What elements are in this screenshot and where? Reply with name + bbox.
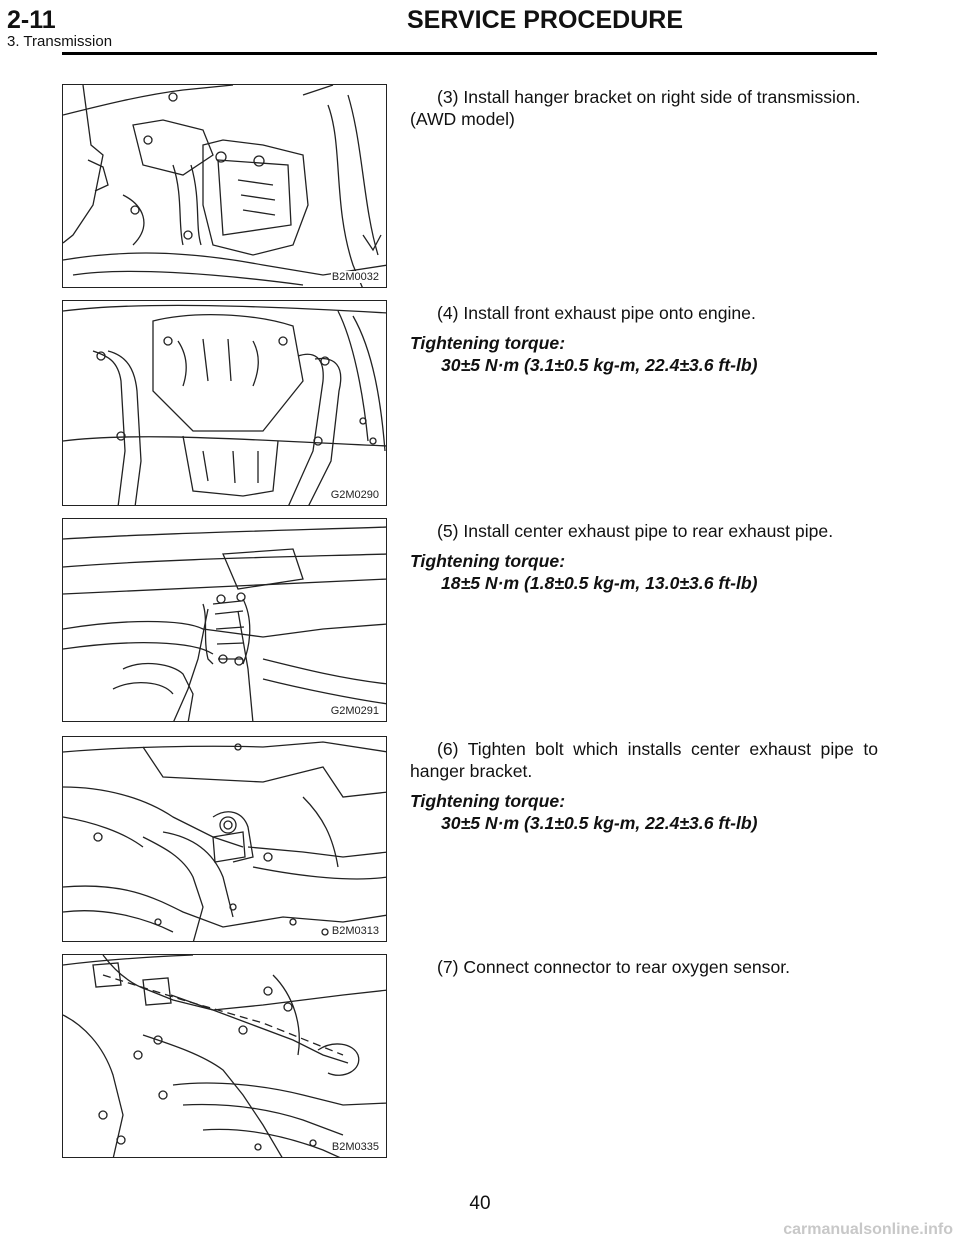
torque-label: Tightening torque: — [410, 791, 566, 811]
hanger-bracket-bolt-drawing — [63, 737, 387, 942]
step-line: (7) Connect connector to rear oxygen sensor. — [437, 957, 791, 977]
step-4-text — [410, 302, 878, 376]
step-3-text — [410, 86, 878, 130]
watermark: carmanualsonline.info — [783, 1221, 953, 1238]
page-number: 40 — [469, 1193, 491, 1214]
figure-front-exhaust-pipe — [62, 300, 387, 506]
torque-value: 18±5 N·m (1.8±0.5 kg-m, 13.0±3.6 ft-lb) — [441, 573, 758, 593]
step-line: (3) Install hanger bracket on right side of transmission. — [437, 87, 861, 107]
torque-label: Tightening torque: — [410, 333, 566, 353]
center-exhaust-pipe-drawing — [63, 519, 387, 722]
figure-center-exhaust-pipe — [62, 518, 387, 722]
step-5-text — [410, 520, 878, 594]
header-code: 2-11 — [7, 6, 56, 34]
step-6-text — [410, 738, 878, 834]
figure-code: G2M0290 — [330, 489, 379, 501]
torque-label: Tightening torque: — [410, 551, 566, 571]
header-subtitle: 3. Transmission — [7, 33, 113, 50]
figure-code: B2M0313 — [331, 925, 379, 937]
figure-rear-oxygen-sensor — [62, 954, 387, 1158]
torque-value: 30±5 N·m (3.1±0.5 kg-m, 22.4±3.6 ft-lb) — [441, 813, 758, 833]
figure-code: B2M0335 — [331, 1141, 379, 1153]
step-7-text — [410, 956, 878, 978]
figure-code: G2M0291 — [330, 705, 379, 717]
header-rule — [62, 52, 877, 55]
step-line: (AWD model) — [410, 109, 515, 129]
step-line: (5) Install center exhaust pipe to rear exhaust pipe. — [437, 521, 834, 541]
step-line: (6) Tighten bolt which installs center exhaust pipe to — [437, 739, 878, 759]
step-line: (4) Install front exhaust pipe onto engine. — [437, 303, 756, 323]
figure-hanger-bracket — [62, 84, 387, 288]
figure-code: B2M0032 — [331, 271, 379, 283]
torque-value: 30±5 N·m (3.1±0.5 kg-m, 22.4±3.6 ft-lb) — [441, 355, 758, 375]
figure-hanger-bracket-bolt — [62, 736, 387, 942]
hanger-bracket-drawing — [63, 85, 387, 288]
front-exhaust-pipe-drawing — [63, 301, 387, 506]
step-line: hanger bracket. — [410, 761, 533, 781]
header-title: SERVICE PROCEDURE — [407, 6, 683, 34]
rear-oxygen-sensor-drawing — [63, 955, 387, 1158]
